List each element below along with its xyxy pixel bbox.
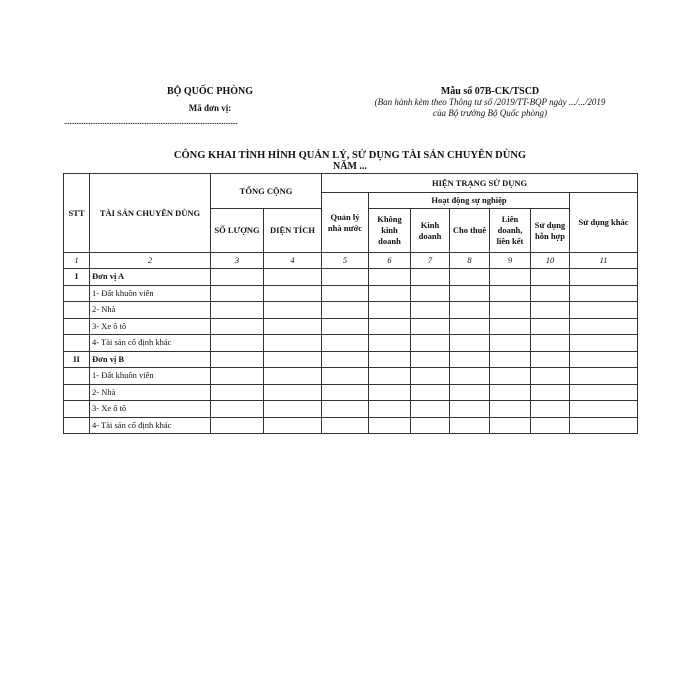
header-lease: Cho thuê (450, 209, 490, 253)
empty-cell[interactable] (450, 417, 490, 434)
empty-cell[interactable] (264, 335, 322, 352)
empty-cell[interactable] (450, 302, 490, 319)
empty-cell[interactable] (570, 335, 638, 352)
column-number: 5 (322, 253, 369, 269)
column-number: 11 (570, 253, 638, 269)
header-non-business: Không kinh doanh (369, 209, 411, 253)
empty-cell[interactable] (369, 351, 411, 368)
column-number: 6 (369, 253, 411, 269)
column-number: 1 (64, 253, 90, 269)
empty-cell[interactable] (211, 351, 264, 368)
empty-cell[interactable] (450, 269, 490, 286)
header-state-management: Quản lý nhà nước (322, 193, 369, 253)
asset-usage-table (63, 173, 638, 434)
form-number: Mẫu số 07B-CK/TSCD (440, 86, 540, 97)
empty-cell[interactable] (490, 285, 531, 302)
empty-cell[interactable] (450, 401, 490, 418)
column-number: 8 (450, 253, 490, 269)
empty-cell[interactable] (322, 285, 369, 302)
empty-cell[interactable] (490, 269, 531, 286)
header-stt: STT (64, 174, 90, 253)
empty-cell[interactable] (211, 285, 264, 302)
empty-cell[interactable] (411, 335, 450, 352)
row-stt (64, 335, 90, 352)
unit-row (64, 269, 638, 286)
empty-cell[interactable] (570, 351, 638, 368)
empty-cell[interactable] (211, 335, 264, 352)
empty-cell[interactable] (570, 318, 638, 335)
empty-cell[interactable] (264, 368, 322, 385)
row-label: 4- Tài sản cố định khác (90, 335, 211, 352)
empty-cell[interactable] (411, 318, 450, 335)
empty-cell[interactable] (211, 417, 264, 434)
empty-cell[interactable] (570, 285, 638, 302)
document-title: CÔNG KHAI TÌNH HÌNH QUẢN LÝ, SỬ DỤNG TÀI SẢN CHUYÊN DÙNG (173, 150, 527, 161)
empty-cell[interactable] (264, 302, 322, 319)
empty-cell[interactable] (264, 384, 322, 401)
row-stt: II (64, 351, 90, 368)
empty-cell[interactable] (450, 368, 490, 385)
empty-cell[interactable] (531, 384, 570, 401)
empty-cell[interactable] (322, 269, 369, 286)
column-number: 9 (490, 253, 531, 269)
empty-cell[interactable] (490, 351, 531, 368)
empty-cell[interactable] (411, 302, 450, 319)
header-business: Kinh doanh (411, 209, 450, 253)
empty-cell[interactable] (211, 302, 264, 319)
empty-cell[interactable] (369, 368, 411, 385)
row-label: 2- Nhà (90, 384, 211, 401)
column-number: 4 (264, 253, 322, 269)
empty-cell[interactable] (264, 285, 322, 302)
empty-cell[interactable] (490, 318, 531, 335)
empty-cell[interactable] (531, 285, 570, 302)
asset-row (64, 368, 638, 385)
row-label: 2- Nhà (90, 302, 211, 319)
row-label: 1- Đất khuôn viên (90, 285, 211, 302)
row-label: 3- Xe ô tô (90, 318, 211, 335)
empty-cell[interactable] (490, 401, 531, 418)
empty-cell[interactable] (322, 417, 369, 434)
empty-cell[interactable] (369, 335, 411, 352)
empty-cell[interactable] (211, 401, 264, 418)
empty-cell[interactable] (369, 285, 411, 302)
empty-cell[interactable] (450, 318, 490, 335)
empty-cell[interactable] (531, 368, 570, 385)
empty-cell[interactable] (411, 401, 450, 418)
header-total: TỔNG CỘNG (211, 174, 322, 209)
asset-row (64, 335, 638, 352)
row-stt (64, 318, 90, 335)
empty-cell[interactable] (411, 384, 450, 401)
empty-cell[interactable] (570, 401, 638, 418)
empty-cell[interactable] (570, 384, 638, 401)
header-mixed-use: Sử dụng hỗn hợp (531, 209, 570, 253)
empty-cell[interactable] (411, 368, 450, 385)
empty-cell[interactable] (450, 351, 490, 368)
row-stt (64, 401, 90, 418)
empty-cell[interactable] (211, 269, 264, 286)
empty-cell[interactable] (264, 417, 322, 434)
row-label: Đơn vị A (90, 269, 211, 286)
empty-cell[interactable] (411, 417, 450, 434)
row-label: 3- Xe ô tô (90, 401, 211, 418)
asset-row (64, 417, 638, 434)
row-stt (64, 285, 90, 302)
empty-cell[interactable] (531, 302, 570, 319)
empty-cell[interactable] (322, 302, 369, 319)
empty-cell[interactable] (411, 269, 450, 286)
empty-cell[interactable] (531, 417, 570, 434)
empty-cell[interactable] (369, 384, 411, 401)
row-label: 4- Tài sản cố định khác (90, 417, 211, 434)
empty-cell[interactable] (531, 351, 570, 368)
asset-row (64, 384, 638, 401)
empty-cell[interactable] (570, 368, 638, 385)
column-number: 3 (211, 253, 264, 269)
empty-cell[interactable] (369, 302, 411, 319)
empty-cell[interactable] (570, 302, 638, 319)
empty-cell[interactable] (264, 269, 322, 286)
unit-code-dotted-line: ................................................................................................... (64, 116, 238, 126)
empty-cell[interactable] (211, 368, 264, 385)
header-quantity: SỐ LƯỢNG (211, 209, 264, 253)
row-label: 1- Đất khuôn viên (90, 368, 211, 385)
empty-cell[interactable] (531, 269, 570, 286)
empty-cell[interactable] (490, 335, 531, 352)
empty-cell[interactable] (264, 401, 322, 418)
empty-cell[interactable] (369, 401, 411, 418)
column-number-row (64, 253, 638, 269)
empty-cell[interactable] (411, 351, 450, 368)
empty-cell[interactable] (211, 318, 264, 335)
document-year: NĂM ... (333, 161, 367, 172)
empty-cell[interactable] (264, 318, 322, 335)
empty-cell[interactable] (322, 351, 369, 368)
empty-cell[interactable] (369, 269, 411, 286)
issuance-note-line-1: (Ban hành kèm theo Thông tư số /2019/TT-BQP ngày .../.../2019 (374, 97, 606, 107)
empty-cell[interactable] (490, 368, 531, 385)
unit-row (64, 351, 638, 368)
column-number: 2 (90, 253, 211, 269)
column-number: 7 (411, 253, 450, 269)
asset-row (64, 401, 638, 418)
empty-cell[interactable] (450, 335, 490, 352)
row-stt (64, 368, 90, 385)
empty-cell[interactable] (322, 384, 369, 401)
unit-code-label: Mã đơn vị: (188, 103, 232, 113)
empty-cell[interactable] (322, 335, 369, 352)
header-asset: TÀI SẢN CHUYÊN DÙNG (90, 174, 211, 253)
empty-cell[interactable] (450, 384, 490, 401)
empty-cell[interactable] (531, 335, 570, 352)
row-label: Đơn vị B (90, 351, 211, 368)
issuance-note-line-2: của Bộ trưởng Bộ Quốc phòng) (433, 108, 547, 118)
empty-cell[interactable] (264, 351, 322, 368)
empty-cell[interactable] (570, 269, 638, 286)
column-number: 10 (531, 253, 570, 269)
row-stt (64, 384, 90, 401)
empty-cell[interactable] (531, 401, 570, 418)
empty-cell[interactable] (531, 318, 570, 335)
empty-cell[interactable] (450, 285, 490, 302)
empty-cell[interactable] (369, 318, 411, 335)
asset-row (64, 302, 638, 319)
empty-cell[interactable] (322, 318, 369, 335)
header-area: DIỆN TÍCH (264, 209, 322, 253)
header-other-use: Sử dụng khác (570, 193, 638, 253)
empty-cell[interactable] (490, 384, 531, 401)
empty-cell[interactable] (211, 384, 264, 401)
header-usage-status: HIỆN TRẠNG SỬ DỤNG (322, 174, 638, 193)
header-business-activity: Hoạt động sự nghiệp (369, 193, 570, 209)
empty-cell[interactable] (490, 417, 531, 434)
empty-cell[interactable] (322, 368, 369, 385)
row-stt (64, 302, 90, 319)
empty-cell[interactable] (411, 285, 450, 302)
empty-cell[interactable] (322, 401, 369, 418)
asset-row (64, 285, 638, 302)
row-stt (64, 417, 90, 434)
asset-row (64, 318, 638, 335)
header-joint-venture: Liên doanh, liên kết (490, 209, 531, 253)
row-stt: I (64, 269, 90, 286)
empty-cell[interactable] (369, 417, 411, 434)
organization-name: BỘ QUỐC PHÒNG (166, 86, 254, 97)
empty-cell[interactable] (490, 302, 531, 319)
empty-cell[interactable] (570, 417, 638, 434)
